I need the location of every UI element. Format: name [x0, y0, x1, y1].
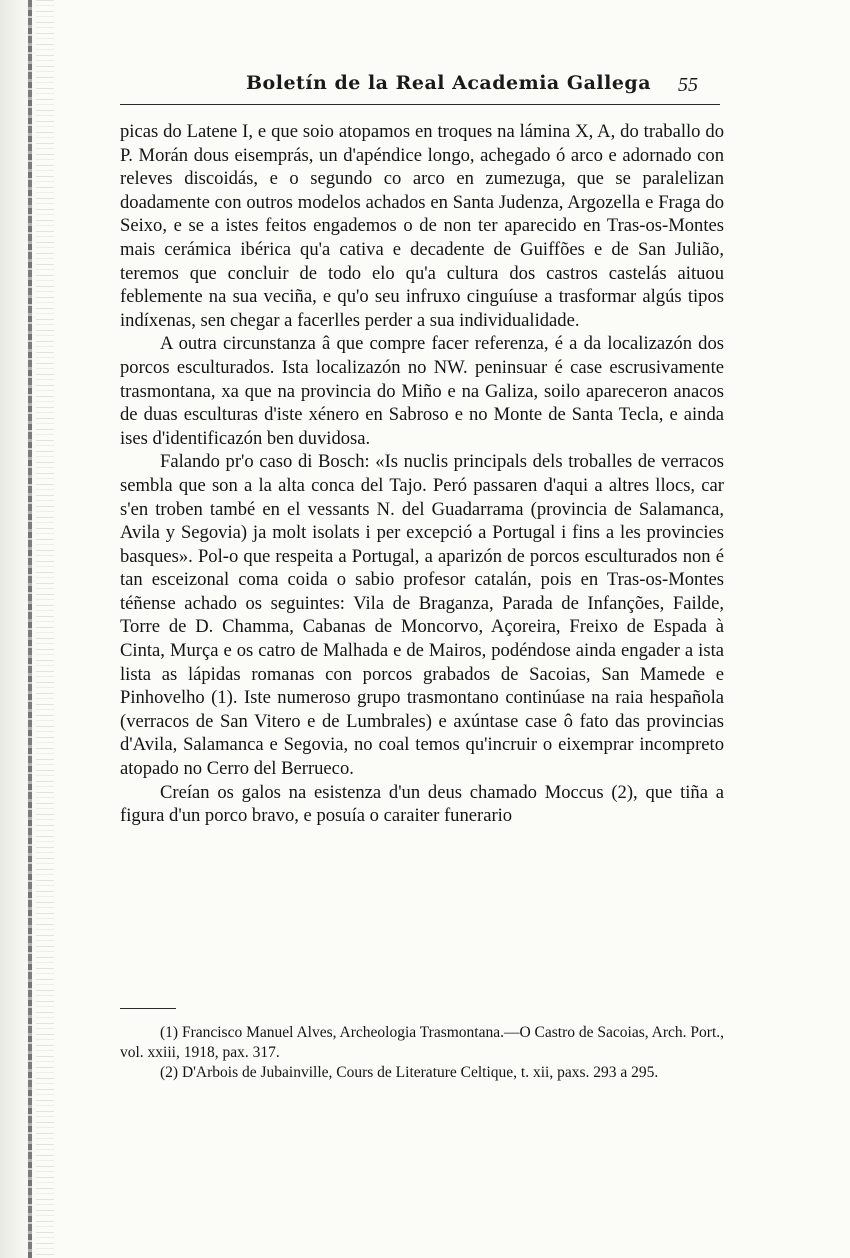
running-head-title: Boletín de la Real Academia Gallega: [246, 72, 652, 94]
footnote-2: (2) D'Arbois de Jubainville, Cours de Literature Celtique, t. xii, paxs. 293 a 295.: [160, 1064, 659, 1081]
body-text: [120, 120, 724, 828]
paragraph-3: Falando pr'o caso di Bosch: «Is nuclis principals dels troballes de verracos sembla que son a la alta conca del Tajo. Peró passaren d'aqui a altres llocs, car s'en troben també en el vessants N. del Guadarrama (provincia de Salamanca, Avila y Segovia) ja molt isolats i per excepció a Portugal i fins a les provincies basques». Pol-o que respeita a Portugal, a aparizón de porcos esculturados non é tan esceizonal coma coida o sabio profesor catalán, pois en Tras-os-Montes téñense achado os seguintes: Vila de Braganza, Parada de Infanções, Failde, Torre de D. Chamma, Cabanas de Moncorvo, Açoreira, Freixo de Espada à Cinta, Murça e os catro de Malhada e de Mairos, podéndose ainda engader a ista lista as lápidas romanas con porcos grabados de Sacoias, San Mamede e Pinhovelho (1). Iste numeroso grupo trasmontano continúase na raia hespañola (verracos de San Vitero e de Lumbrales) e axúntase case ô fato das provincias d'Avila, Salamanca e Segovia, no coal temos qu'incruir o eixemprar incompreto atopado no Cerro del Berrueco.: [120, 451, 724, 780]
header-rule: [120, 104, 720, 105]
footnotes: [120, 1023, 724, 1083]
page-header: [120, 70, 724, 100]
binding-edge-speckles: [36, 0, 54, 1258]
footnote-rule: [120, 1008, 176, 1009]
paragraph-2: A outra circunstanza â que compre facer referenza, é a da localizazón dos porcos esculturados. Ista localizazón no NW. peninsuar é case escrusivamente trasmontana, xa que na provincia do Miño e na Galiza, soilo apareceron anacos de duas esculturas d'iste xénero en Sabroso e no Monte de Santa Tecla, e ainda ises d'identificazón ben duvidosa.: [120, 333, 724, 449]
paragraph-1: picas do Latene I, e que soio atopamos en troques na lámina X, A, do traballo do P. Morán dous eisemprás, un d'apéndice longo, achegado ó arco e adornado con releves discoidás, e o segundo co arco en zumezuga, que se paralelizan doadamente con outros modelos achados en Santa Judenza, Argozella e Fraga do Seixo, e se a istes feitos engademos o de non ter aparecido en Tras-os-Montes mais cerámica ibérica qu'a cativa e decadente de Guiffões e de San Julião, teremos que concluir de todo elo qu'a cultura dos castros castelás aituou feblemente na sua veciña, e qu'o seu infruxo cinguíuse a trasformar algús tipos indíxenas, sen chegar a facerlles perder a sua individualidade.: [120, 121, 724, 331]
page-number: 55: [678, 74, 698, 96]
binding-edge-shadow: [28, 0, 32, 1258]
footnote-1: (1) Francisco Manuel Alves, Archeologia Trasmontana.—O Castro de Sacoias, Arch. Port., vol. xxiii, 1918, pax. 317.: [120, 1024, 724, 1061]
paragraph-4: Creían os galos na esistenza d'un deus chamado Moccus (2), que tiña a figura d'un porco bravo, e posuía o caraiter funerario: [120, 781, 724, 827]
